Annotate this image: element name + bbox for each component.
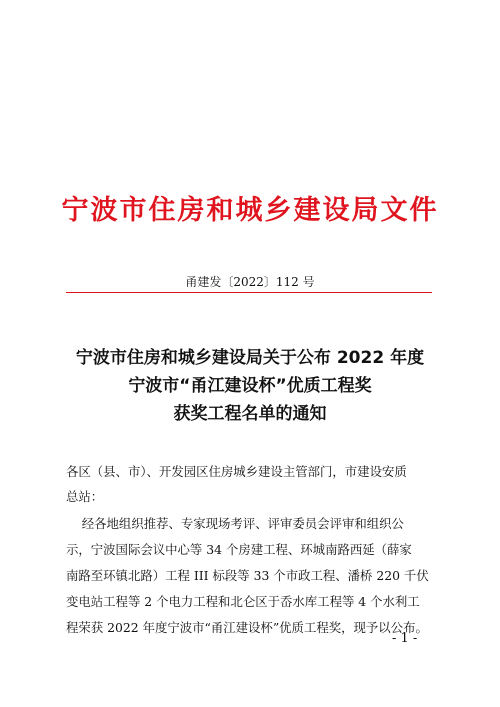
document-header-title: 宁波市住房和城乡建设局文件 bbox=[61, 195, 439, 226]
red-divider-line bbox=[66, 292, 432, 293]
page-number: - 1 - bbox=[392, 631, 418, 646]
notice-title-line-1: 宁波市住房和城乡建设局关于公布 2022 年度 bbox=[75, 348, 425, 368]
body-paragraph-line-4: 变电站工程等 2 个电力工程和北仑区于岙水库工程等 4 个水利工 bbox=[66, 594, 420, 609]
notice-title-line-3: 获奖工程名单的通知 bbox=[173, 404, 327, 424]
body-paragraph-line-1: 经各地组织推荐、专家现场考评、评审委员会评审和组织公 bbox=[66, 516, 404, 531]
addressee-line-2: 总站： bbox=[66, 489, 104, 504]
document-number: 甬建发〔2022〕112 号 bbox=[185, 275, 315, 289]
addressee-line-1: 各区（县、市）、开发园区住房城乡建设主管部门，市建设安质 bbox=[66, 464, 407, 479]
notice-title-line-2: 宁波市“甬江建设杯”优质工程奖 bbox=[128, 376, 372, 396]
body-paragraph-line-2: 示，宁波国际会议中心等 34 个房建工程、环城南路西延（薛家 bbox=[66, 542, 412, 557]
body-paragraph-line-3: 南路至环镇北路）工程 III 标段等 33 个市政工程、潘桥 220 千伏 bbox=[66, 568, 429, 583]
body-paragraph-line-5: 程荣获 2022 年度宁波市“甬江建设杯”优质工程奖，现予以公布。 bbox=[66, 620, 428, 635]
